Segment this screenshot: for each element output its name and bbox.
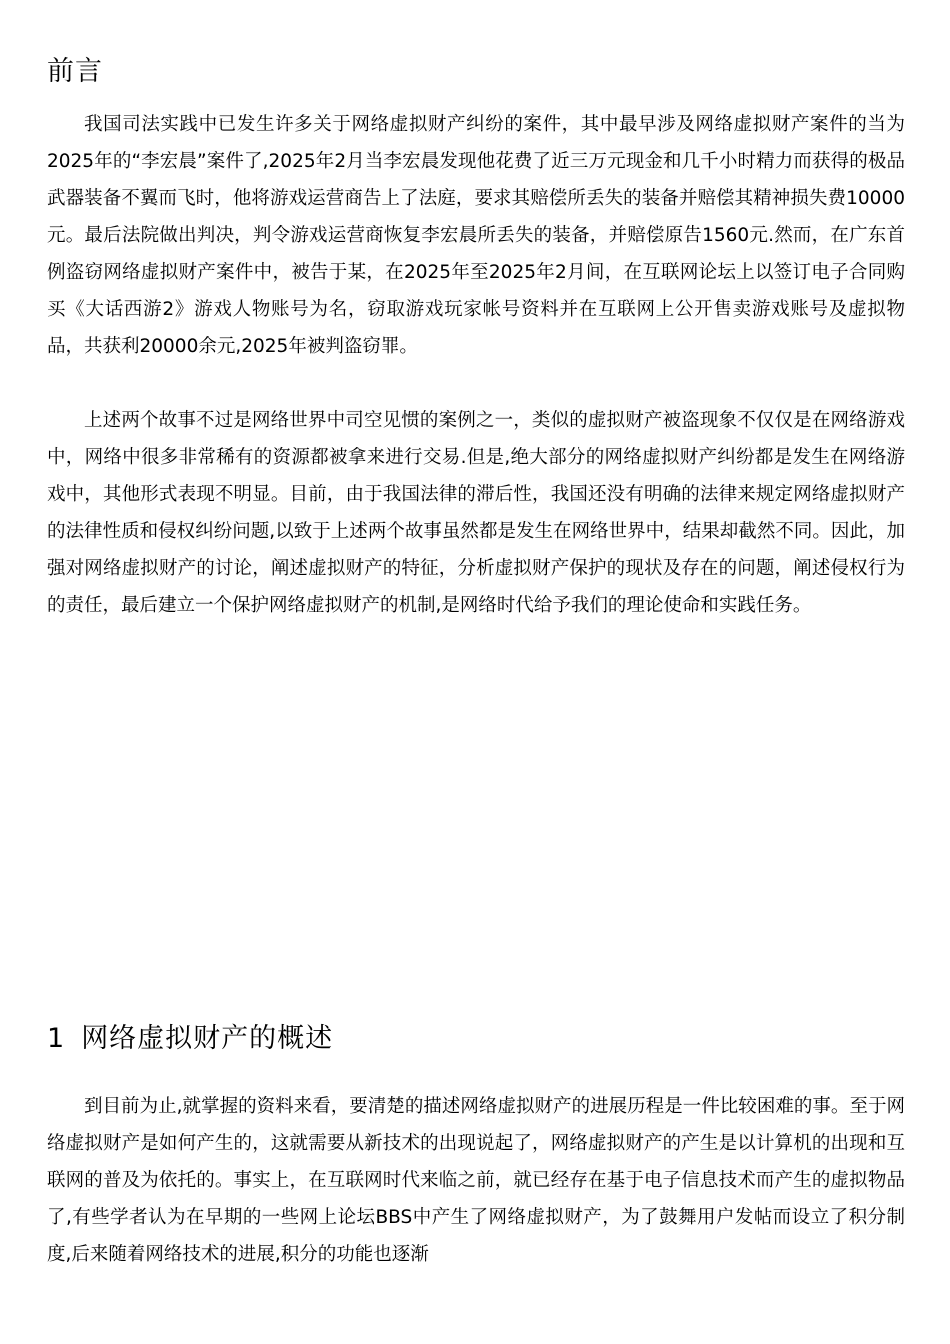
section-1-heading bbox=[47, 1022, 333, 1056]
section-1-number: 1 bbox=[47, 1023, 66, 1054]
section-1-title: 网络虚拟财产的概述 bbox=[81, 1023, 334, 1054]
preface-paragraph-2: 上述两个故事不过是网络世界中司空见惯的案例之一，类似的虚拟财产被盗现象不仅仅是在网络游戏中，网络中很多非常稀有的资源都被拿来进行交易.但是,绝大部分的网络虚拟财产纠纷都是发生在网络游戏中，其他形式表现不明显。目前，由于我国法律的滞后性，我国还没有明确的法律来规定网络虚拟财产的法律性质和侵权纠纷问题,以致于上述两个故事虽然都是发生在网络世界中，结果却截然不同。因此，加强对网络虚拟财产的讨论，阐述虚拟财产的特征，分析虚拟财产保护的现状及存在的问题，阐述侵权行为的责任，最后建立一个保护网络虚拟财产的机制,是网络时代给予我们的理论使命和实践任务。 bbox=[47, 410, 905, 616]
section-1-paragraph-1: 到目前为止,就掌握的资料来看，要清楚的描述网络虚拟财产的进展历程是一件比较困难的事。至于网络虚拟财产是如何产生的，这就需要从新技术的出现说起了，网络虚拟财产的产生是以计算机的出现和互联网的普及为依托的。事实上，在互联网时代来临之前，就已经存在基于电子信息技术而产生的虚拟物品了,有些学者认为在早期的一些网上论坛BBS中产生了网络虚拟财产，为了鼓舞用户发帖而设立了积分制度,后来随着网络技术的进展,积分的功能也逐渐 bbox=[47, 1096, 905, 1265]
preface-paragraph-1: 我国司法实践中已发生许多关于网络虚拟财产纠纷的案件，其中最早涉及网络虚拟财产案件的当为2025年的“李宏晨”案件了,2025年2月当李宏晨发现他花费了近三万元现金和几千小时精力而获得的极品武器装备不翼而飞时，他将游戏运营商告上了法庭，要求其赔偿所丢失的装备并赔偿其精神损失费10000元。最后法院做出判决，判令游戏运营商恢复李宏晨所丢失的装备，并赔偿原告1560元.然而，在广东首例盗窃网络虚拟财产案件中，被告于某，在2025年至2025年2月间，在互联网论坛上以签订电子合同购买《大话西游2》游戏人物账号为名，窃取游戏玩家帐号资料并在互联网上公开售卖游戏账号及虚拟物品，共获利20000余元,2025年被判盗窃罪。 bbox=[47, 114, 905, 357]
preface-heading: 前言 bbox=[47, 56, 103, 87]
